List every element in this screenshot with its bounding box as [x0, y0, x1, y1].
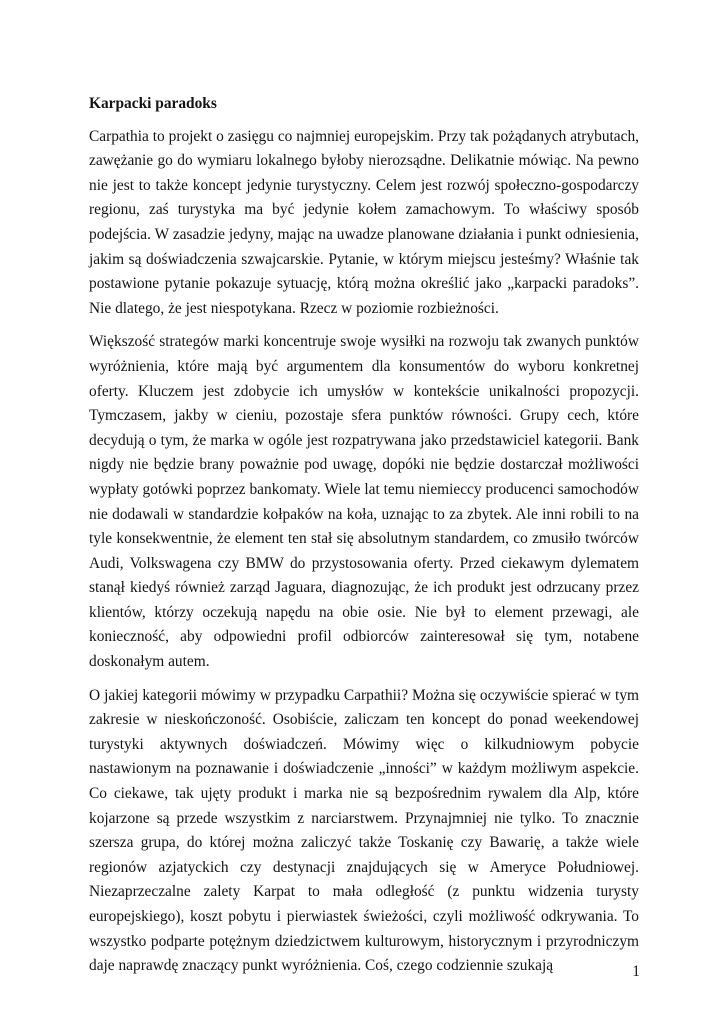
paragraph-1: Carpathia to projekt o zasięgu co najmniej europejskim. Przy tak pożądanych atrybutach, zawężanie go do wymiaru lokalnego byłoby nierozsądne. Delikatnie mówiąc. Na pewno nie jest to także koncept jedynie turystyczny. Celem jest rozwój społeczno-gospodarczy regionu, zaś turystyka ma być jedynie kołem zamachowym. To właściwy sposób podejścia. W zasadzie jedyny, mając na uwadze planowane działania i punkt odniesienia, jakim są doświadczenia szwajcarskie. Pytanie, w którym miejscu jesteśmy? Właśnie tak postawione pytanie pokazuje sytuację, którą można określić jako „karpacki paradoks”. Nie dlatego, że jest niespotykana. Rzecz w poziomie rozbieżności. — [89, 127, 639, 317]
page-number: 1 — [632, 963, 640, 980]
document-title: Karpacki paradoks — [89, 95, 217, 112]
paragraph-3: O jakiej kategorii mówimy w przypadku Carpathii? Można się oczywiście spierać w tym zakresie w nieskończoność. Osobiście, zaliczam ten koncept do ponad weekendowej turystyki aktywnych doświadczeń. Mówimy więc o kilkudniowym pobycie nastawionym na poznawanie i doświadczenie „inności” w każdym możliwym aspekcie. Co ciekawe, tak ujęty produkt i marka nie są bezpośrednim rywalem dla Alp, które kojarzone są przede wszystkim z narciarstwem. Przynajmniej nie tylko. To znacznie szersza grupa, do której można zaliczyć także Toskanię czy Bawarię, a także wiele regionów azjatyckich czy destynacji znajdujących się w Ameryce Południowej. Niezaprzeczalne zalety Karpat to mała odległość (z punktu widzenia turysty europejskiego), koszt pobytu i pierwiastek świeżości, czyli możliwość odkrywania. To wszystko podparte potężnym dziedzictwem kulturowym, historycznym i przyrodniczym daje naprawdę znaczący punkt wyróżnienia. Coś, czego codziennie szukają — [89, 686, 639, 975]
paragraph-2: Większość strategów marki koncentruje swoje wysiłki na rozwoju tak zwanych punktów wyróżnienia, które mają być argumentem dla konsumentów do wyboru konkretnej oferty. Kluczem jest zdobycie ich umysłów w kontekście unikalności propozycji. Tymczasem, jakby w cieniu, pozostaje sfera punktów równości. Grupy cech, które decydują o tym, że marka w ogóle jest rozpatrywana jako przedstawiciel kategorii. Bank nigdy nie będzie brany poważnie pod uwagę, dopóki nie będzie dostarczał możliwości wypłaty gotówki poprzez bankomaty. Wiele lat temu niemieccy producenci samochodów nie dodawali w standardzie kołpaków na koła, uznając to za zbytek. Ale inni robili to na tyle konsekwentnie, że element ten stał się absolutnym standardem, co zmusiło twórców Audi, Volkswagena czy BMW do przystosowania oferty. Przed ciekawym dylematem stanął kiedyś również zarząd Jaguara, diagnozując, że ich produkt jest odrzucany przez klientów, którzy oczekują napędu na obie osie. Nie był to element przewagi, ale konieczność, aby odpowiedni profil odbiorców zainteresował się tym, notabene doskonałym autem. — [89, 333, 639, 671]
document-body — [89, 92, 639, 988]
